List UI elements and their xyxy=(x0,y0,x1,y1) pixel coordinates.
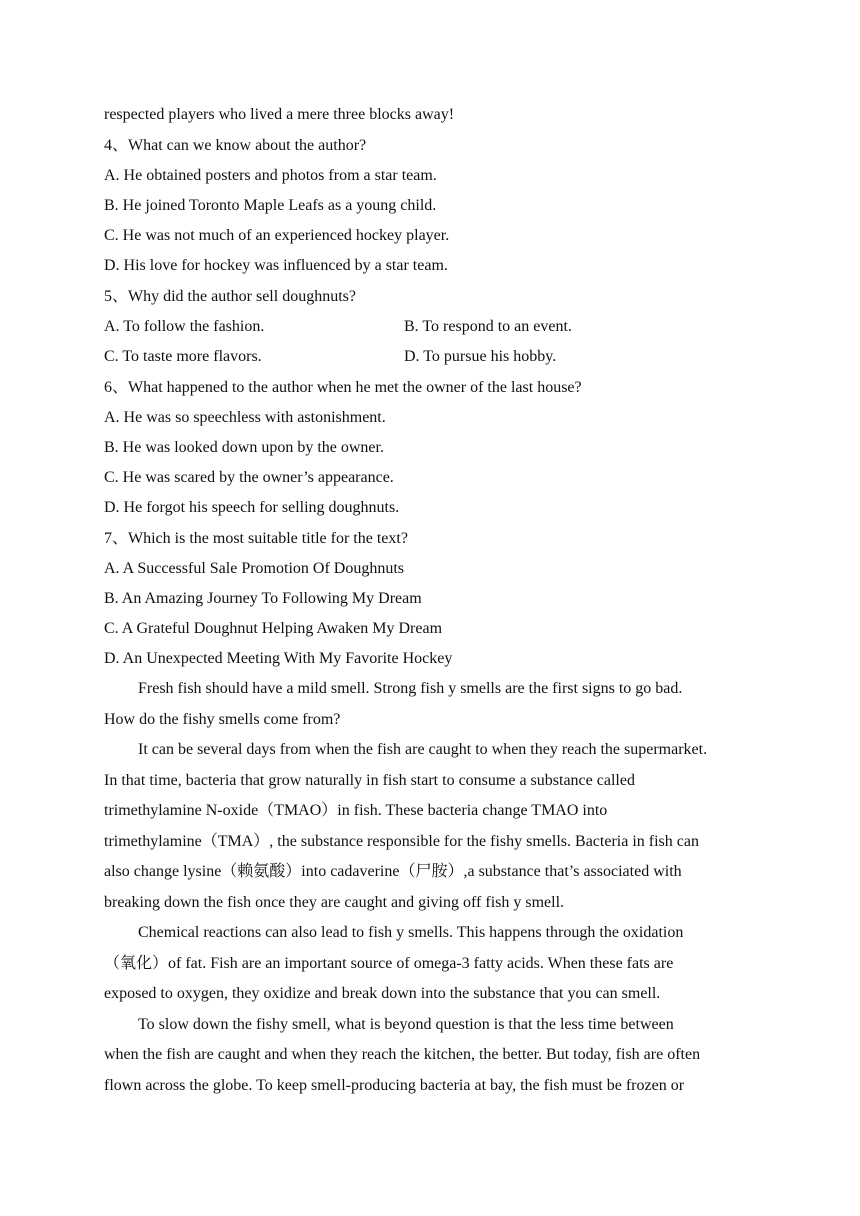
option-a: A. He obtained posters and photos from a star team. xyxy=(104,167,437,184)
option-c: C. To taste more flavors. xyxy=(104,348,262,365)
option-d: D. To pursue his hobby. xyxy=(404,348,557,365)
option-b: B. He joined Toronto Maple Leafs as a young child. xyxy=(104,197,437,214)
option-d: D. An Unexpected Meeting With My Favorite Hockey xyxy=(104,650,453,667)
passage-line: also change lysine（赖氨酸）into cadaverine（尸胺）,a substance that’s associated with xyxy=(104,863,682,880)
passage-line: To slow down the fishy smell, what is beyond question is that the less time between xyxy=(138,1015,674,1033)
option-grid xyxy=(104,312,764,372)
question-5 xyxy=(104,282,764,372)
question-4 xyxy=(104,131,764,281)
intro-line: respected players who lived a mere three blocks away! xyxy=(104,106,455,123)
question-stem: 6、What happened to the author when he met the owner of the last house? xyxy=(104,379,582,396)
passage-line: Fresh fish should have a mild smell. Strong fish y smells are the first signs to go bad. xyxy=(138,680,683,697)
passage-line: Chemical reactions can also lead to fish y smells. This happens through the oxidation xyxy=(138,924,684,941)
document-page xyxy=(104,100,764,1101)
option-b: B. An Amazing Journey To Following My Dream xyxy=(104,590,422,607)
reading-passage xyxy=(104,674,764,1101)
passage-line: flown across the globe. To keep smell-producing bacteria at bay, the fish must be frozen or xyxy=(104,1076,685,1094)
question-stem: 4、What can we know about the author? xyxy=(104,137,367,154)
option-c: C. He was not much of an experienced hockey player. xyxy=(104,227,450,244)
question-6 xyxy=(104,373,764,523)
passage-line: exposed to oxygen, they oxidize and break down into the substance that you can smell. xyxy=(104,985,661,1002)
question-stem: 7、Which is the most suitable title for the text? xyxy=(104,530,408,547)
option-d: D. He forgot his speech for selling doughnuts. xyxy=(104,499,400,516)
option-b: B. To respond to an event. xyxy=(404,318,572,335)
question-7 xyxy=(104,524,764,674)
option-a: A. A Successful Sale Promotion Of Doughnuts xyxy=(104,560,404,577)
passage-line: trimethylamine（TMA）, the substance responsible for the fishy smells. Bacteria in fish can xyxy=(104,832,699,850)
question-stem: 5、Why did the author sell doughnuts? xyxy=(104,288,356,305)
passage-line: In that time, bacteria that grow naturally in fish start to consume a substance called xyxy=(104,771,635,789)
option-a: A. To follow the fashion. xyxy=(104,318,265,335)
passage-paragraph-3 xyxy=(104,918,764,1010)
option-c: C. A Grateful Doughnut Helping Awaken My Dream xyxy=(104,620,443,637)
passage-paragraph-4 xyxy=(104,1010,764,1102)
option-d: D. His love for hockey was influenced by a star team. xyxy=(104,257,448,274)
passage-line: （氧化）of fat. Fish are an important source of omega-3 fatty acids. When these fats are xyxy=(104,954,674,972)
option-a: A. He was so speechless with astonishment. xyxy=(104,409,386,426)
option-b: B. He was looked down upon by the owner. xyxy=(104,439,384,456)
passage-line: It can be several days from when the fish are caught to when they reach the supermarket. xyxy=(138,741,708,758)
passage-paragraph-1 xyxy=(104,674,764,735)
passage-line: breaking down the fish once they are caught and giving off fish y smell. xyxy=(104,893,565,911)
passage-line: trimethylamine N-oxide（TMAO）in fish. These bacteria change TMAO into xyxy=(104,802,608,819)
passage-line: when the fish are caught and when they reach the kitchen, the better. But today, fish are often xyxy=(104,1046,701,1063)
passage-line: How do the fishy smells come from? xyxy=(104,710,341,728)
passage-paragraph-2 xyxy=(104,735,764,918)
option-c: C. He was scared by the owner’s appearance. xyxy=(104,469,394,486)
